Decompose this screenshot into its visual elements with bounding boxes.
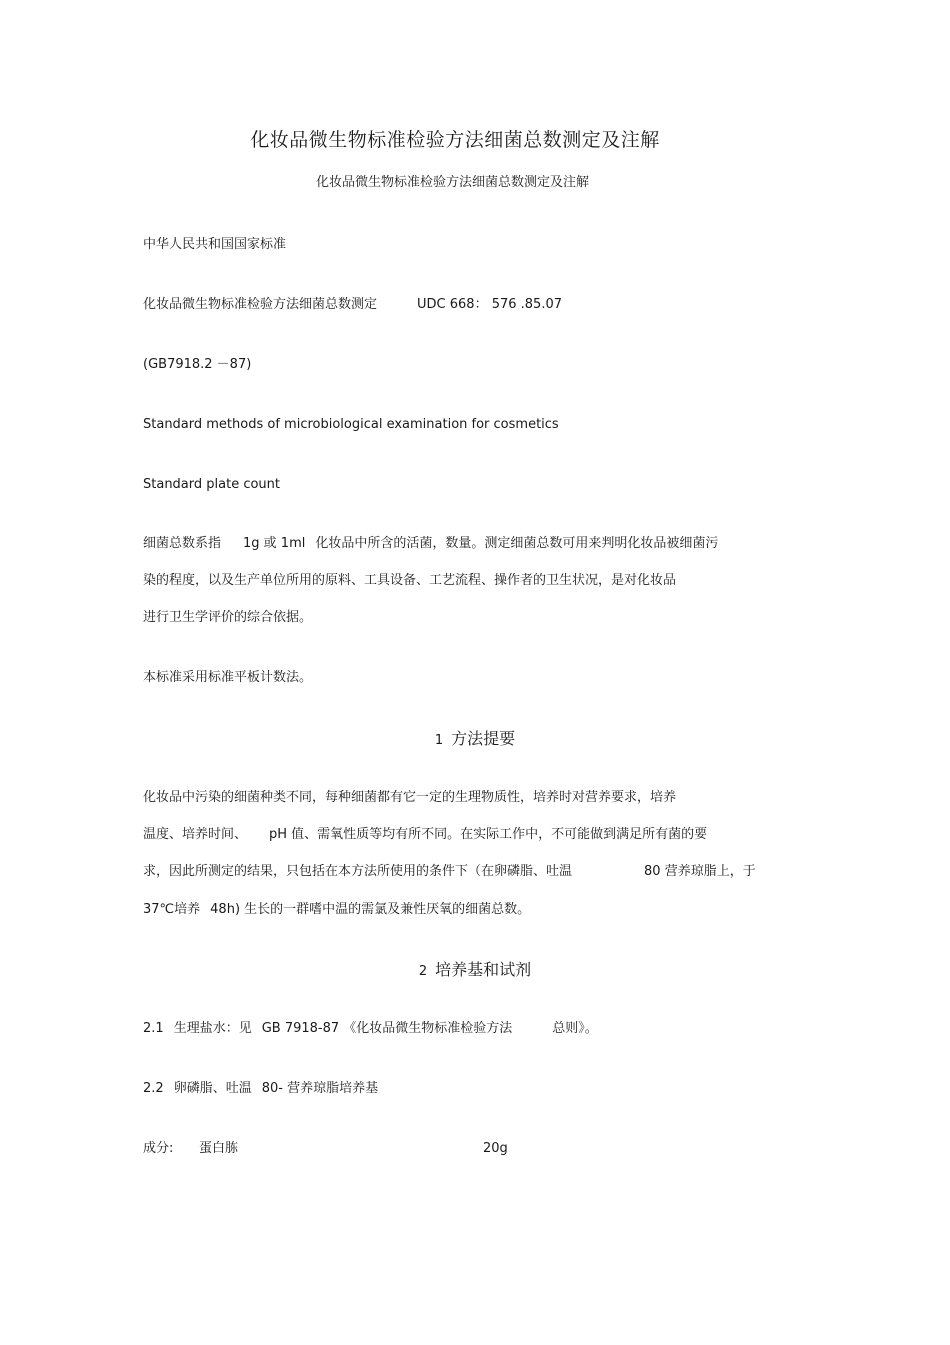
section-1-title: 方法提要: [451, 729, 516, 748]
intro-line-1: 细菌总数系指 1g 或 1ml 化妆品中所含的活菌，数量。测定细菌总数可用来判明化妆品被细菌污: [143, 536, 719, 551]
section-1-line-1: 化妆品中污染的细菌种类不同，每种细菌都有它一定的生理物质性，培养时对营养要求，培养: [143, 790, 677, 805]
standard-org: 中华人民共和国国家标准: [143, 237, 287, 252]
document-subtitle: 化妆品微生物标准检验方法细菌总数测定及注解: [315, 175, 589, 190]
ingredient-name: 蛋白胨: [199, 1141, 239, 1156]
english-title: Standard methods of microbiological examination for cosmetics: [143, 417, 559, 432]
section-2-heading: [0, 960, 950, 982]
section-2-item-2: 2.2 卵磷脂、吐温 80- 营养琼脂培养基: [143, 1081, 379, 1096]
udc-code: UDC 668： 576 .85.07: [417, 297, 562, 312]
standard-name: 化妆品微生物标准检验方法细菌总数测定: [143, 297, 378, 312]
section-2-title: 培养基和试剂: [435, 960, 532, 979]
standard-name-line: [143, 297, 562, 313]
ingredient-amount: 20g: [483, 1141, 508, 1156]
section-1-line-4: 37℃培养 48h) 生长的一群嗜中温的需氯及兼性厌氧的细菌总数。: [143, 902, 531, 917]
section-2-item-1: 2.1 生理盐水：见 GB 7918-87 《化妆品微生物标准检验方法 总则》。: [143, 1021, 598, 1036]
section-1-number: 1: [434, 733, 444, 748]
section-2-number: 2: [418, 964, 428, 979]
gb-code: (GB7918.2 －87): [143, 357, 252, 372]
section-1-line-3: 求，因此所测定的结果，只包括在本方法所使用的条件下（在卵磷脂、吐温 80 营养琼脂上，于: [143, 864, 756, 879]
section-1-heading: [0, 729, 950, 751]
english-subtitle: Standard plate count: [143, 477, 281, 492]
composition-label: 成分:: [143, 1141, 174, 1156]
method-note: 本标准采用标准平板计数法。: [143, 670, 313, 685]
intro-line-3: 进行卫生学评价的综合依据。: [143, 610, 313, 625]
document-title: 化妆品微生物标准检验方法细菌总数测定及注解: [250, 129, 660, 151]
section-1-line-2: 温度、培养时间、 pH 值、需氧性质等均有所不同。在实际工作中，不可能做到满足所有菌的要: [143, 827, 708, 842]
intro-line-2: 染的程度，以及生产单位所用的原料、工具设备、工艺流程、操作者的卫生状况，是对化妆品: [143, 573, 677, 588]
